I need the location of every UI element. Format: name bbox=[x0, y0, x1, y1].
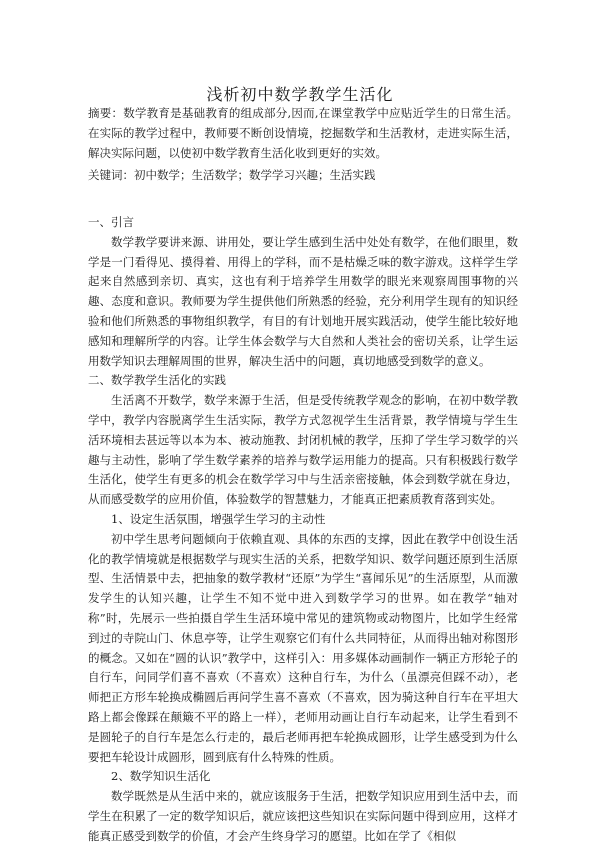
section1-heading: 一、引言 bbox=[88, 215, 134, 229]
abstract bbox=[88, 104, 518, 163]
body-text bbox=[88, 213, 518, 847]
section2-heading: 二、数学教学生活化的实践 bbox=[88, 373, 226, 388]
section1-paragraph: 数学教学要讲来源、讲用处，要让学生感到生活中处处有数学，在他们眼里，数学是一门看得见、摸得着、用得上的学科，而不是枯燥乏味的数字游戏。这样学生学起来自然感到亲切、真实，这也有利于培养学生用数学的眼光来观察周围事物的兴趣、态度和意识。教师要为学生提供他们所熟悉的经验，充分利用学生现有的知识经验和他们所熟悉的事物组织教学，有目的有计划地开展实践活动，使学生能比较好地感知和理解所学的内容。让学生体会数学与大自然和人类社会的密切关系，让学生运用数学知识去理解周围的世界，解决生活中的问题，真切地感受到数学的意义。 bbox=[88, 234, 518, 368]
subsection1-paragraph: 初中学生思考问题倾向于依赖直观、具体的东西的支撑，因此在教学中创设生活化的教学情境就是根据数学与现实生活的关系，把数学知识、数学问题还原到生活原型、生活情景中去，把抽象的数学教材“还原”为学生“喜闻乐见”的生活原型，从而激发学生的认知兴趣，让学生不知不觉中进入到数学学习的世界。如在教学“轴对称”时，先展示一些拍摄自学生生活环境中常见的建筑物或动物图片，比如学生经常到过的寺院山门、休息亭等，让学生观察它们有什么共同特征，从而得出轴对称图形的概念。又如在“圆的认识”教学中，这样引入：用多媒体动画制作一辆正方形轮子的自行车，问同学们喜不喜欢（不喜欢）这种自行车，为什么（虽漂亮但踩不动），老师把正方形车轮换成椭圆后再问学生喜不喜欢（不喜欢，因为骑这种自行车在平坦大路上都会像踩在颠簸不平的路上一样），老师用动画让自行车动起来，让学生看到不是圆轮子的自行车是怎么行走的，最后老师再把车轮换成圆形，让学生感受到为什么要把车轮设计成圆形，圆到底有什么特殊的性质。 bbox=[88, 531, 518, 764]
keywords-text: 关键词：初中数学；生活数学；数学学习兴趣；生活实践 bbox=[88, 168, 376, 182]
subsection2-heading: 2、数学知识生活化 bbox=[111, 769, 211, 784]
subsection1-heading: 1、设定生活氛围，增强学生学习的主动性 bbox=[111, 511, 326, 526]
section2-paragraph: 生活离不开数学，数学来源于生活，但是受传统教学观念的影响，在初中数学教学中，教学内容脱离学生生活实际，教学方式忽视学生生活背景，教学情境与学生生活环境相去甚远等以本为本、被动施教、封闭机械的教学，压抑了学生学习数学的兴趣与主动性，影响了学生数学素养的培养与数学运用能力的提高。只有积极践行数学生活化，使学生有更多的机会在数学学习中与生活亲密接触，体会到数学就在身边，从而感受数学的应用价值，体验数学的智慧魅力，才能真正把素质教育落到实处。 bbox=[88, 393, 518, 507]
abstract-text: 摘要：数学教育是基础教育的组成部分,因而,在课堂教学中应贴近学生的日常生活。在实际的教学过程中，教师要不断创设情境，挖掘数学和生活教材，走进实际生活，解决实际问题，以使初中数学教育生活化收到更好的实效。 bbox=[88, 106, 518, 160]
page-title: 浅析初中数学教学生活化 bbox=[206, 85, 394, 104]
subsection2-paragraph: 数学既然是从生活中来的，就应该服务于生活，把数学知识应用到生活中去，而学生在积累了一定的数学知识后，就应该把这些知识在实际问题中得到应用，这样才能真正感受到数学的价值，才会产生终身学习的愿望。比如在学了《相似 bbox=[88, 789, 518, 843]
keywords bbox=[88, 166, 518, 186]
